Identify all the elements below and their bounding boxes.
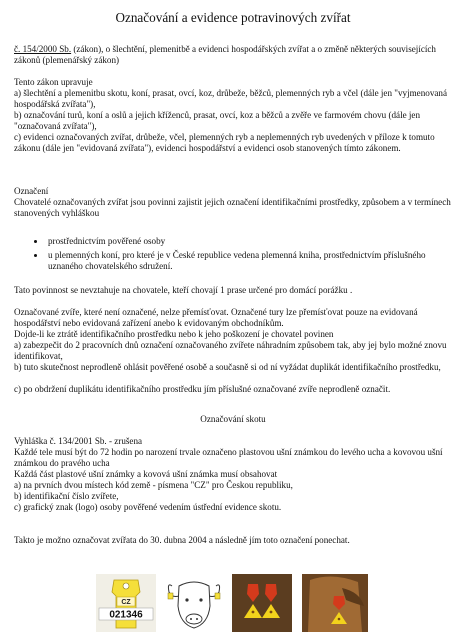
skot-tag-a: a) na prvních dvou místech kód země - písmena "CZ" pro Českou republiku, xyxy=(14,480,293,490)
damage-c: c) po obdržení duplikátu identifikačního prostředku jím příslušné označované zvíře neprodleně označit. xyxy=(14,384,391,394)
skot-calf-rule: Každé tele musí být do 72 hodin po narození trvale označeno plastovou ušní známkou do levého ucha a kovovou ušní známkou do pravého ucha xyxy=(14,447,443,468)
ear-tag-number: 021346 xyxy=(109,609,143,621)
calf-icon xyxy=(166,574,222,632)
law-intro xyxy=(14,44,452,66)
ear-tag-photo xyxy=(96,574,156,632)
unmarked-animals-text: Označované zvíře, které není označené, nelze přemísťovat. Označené tury lze přemísťovat pouze na evidovaná hospodářství nebo evidovaná zařízení anebo k evidovaným obchodníkům. xyxy=(14,307,418,328)
ear-tags-photo xyxy=(232,574,292,632)
ear-tag-illustration xyxy=(96,574,156,632)
skot-tag-c: c) grafický znak (logo) osoby pověřené vedením ústřední evidence skotu. xyxy=(14,502,282,512)
law-intro-text: (zákon), o šlechtění, plemenitbě a evidenci hospodářských zvířat a o změně některých souvisejících zákonů (plemenářský zákon) xyxy=(14,44,436,65)
law-regulates-b: b) označování turů, koní a oslů a jejich kříženců, prasat, ovcí, koz a běžců a zvěře ve farmovém chovu (dále jen "označovaná zvířata"), xyxy=(14,110,421,131)
law-regulates-lead: Tento zákon upravuje xyxy=(14,77,93,87)
tagged-calf-icon xyxy=(302,574,368,632)
skot-tag-b: b) identifikační číslo zvířete, xyxy=(14,491,119,501)
vyhlaska-reference: Vyhláška č. 134/2001 Sb. - zrušena xyxy=(14,436,143,446)
list-item: prostřednictvím pověřené osoby xyxy=(34,236,444,247)
calf-head-drawing xyxy=(166,574,222,632)
final-note: Takto je možno označovat zvířata do 30. dubna 2004 a následně jím toto označení ponechat. xyxy=(14,535,350,545)
damage-b: b) tuto skutečnost neprodleně ohlásit pověřené osobě a současně si od ní vyžádat duplikát identifikačního prostředku, xyxy=(14,362,441,372)
list-item: u plemenných koní, pro které je v České republice vedena plemenná kniha, prostřednictvím příslušného uznaného chovatelského sdružení. xyxy=(34,250,444,272)
ear-tag-country: CZ xyxy=(121,599,131,606)
damage-lead: Dojde-li ke ztrátě identifikačního prostředku nebo k jeho poškození je chovatel povinen xyxy=(14,329,334,339)
document-title: Označování a evidence potravinových zvířat xyxy=(115,10,351,25)
ear-tags-pair-icon xyxy=(232,574,292,632)
law-reference-link[interactable]: č. 154/2000 Sb. xyxy=(14,44,72,54)
pig-note: Tato povinnost se nevztahuje na chovatele, kteří chovají 1 prase určené pro domácí porážku . xyxy=(14,285,353,295)
law-regulates-c: c) evidenci označovaných zvířat, drůbeže, včel, plemenných ryb a neplemenných ryb uvedených v příloze k tomuto zákonu (dále jen "evidovaná zvířata"), evidenci hospodářství a evidenci osob stanovených tímto zákonem. xyxy=(14,132,435,153)
calf-ear-photo xyxy=(302,574,368,632)
oznaceni-text: Chovatelé označovaných zvířat jsou povinni zajistit jejich označení identifikačními prostředky, způsobem a v termínech stanovených vyhláškou xyxy=(14,197,451,218)
skot-tag-content: Každá část plastové ušní známky a kovová ušní známka musí obsahovat xyxy=(14,469,278,479)
section-heading-skot: Označování skotu xyxy=(200,414,266,424)
bullet-list xyxy=(34,236,444,275)
damage-a: a) zabezpečit do 2 pracovních dnů označení označovaného zvířete náhradním způsobem tak, aby jej bylo možné znovu identifikovat, xyxy=(14,340,447,361)
ear-tag-photo-strip xyxy=(96,574,368,632)
law-regulates-a: a) šlechtění a plemenitbu skotu, koní, prasat, ovcí, koz, drůbeže, běžců, plemenných ryb a včel (dále jen "vyjmenovaná hospodářská zvířata"), xyxy=(14,88,447,109)
section-heading-oznaceni: Označení xyxy=(14,186,49,196)
